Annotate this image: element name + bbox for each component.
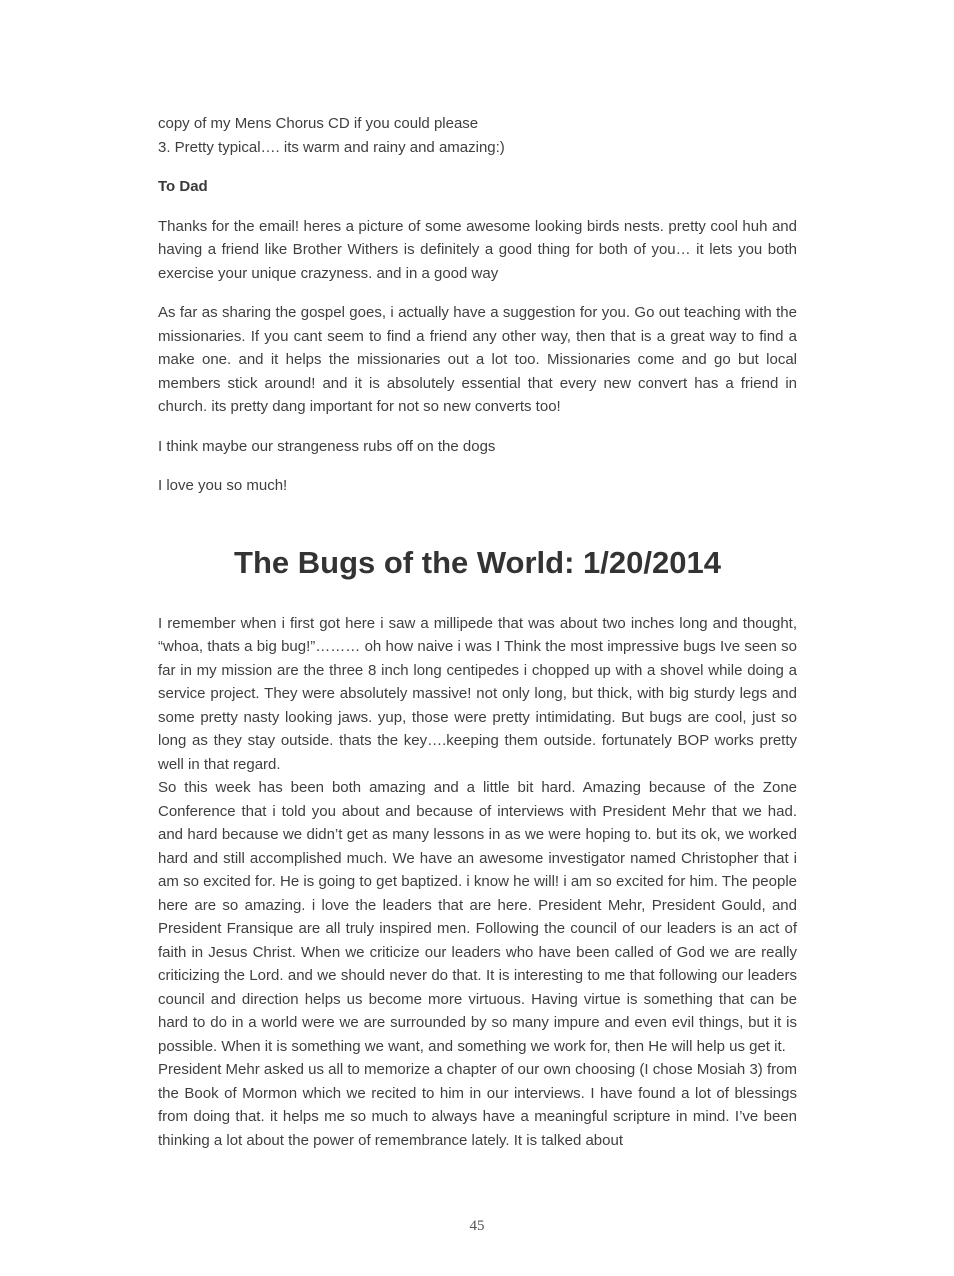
intro-line-1: copy of my Mens Chorus CD if you could please bbox=[158, 115, 479, 132]
intro-line-2: 3. Pretty typical…. its warm and rainy and amazing:) bbox=[158, 138, 505, 156]
body-paragraph: So this week has been both amazing and a little bit hard. Amazing because of the Zone Conference that i told you about and because of interviews with President Mehr that we had. and hard because we didn’t get as many lessons in as we were hoping to. but its ok, we worked hard and still accomplished much. We have an awesome investigator named Christopher that i am so excited for. He is going to get baptized. i know he will! i am so excited for him. The people here are so amazing. i love the leaders that are here. President Mehr, President Gould, and President Fransique are all truly inspired men. Following the council of our leaders is an act of faith in Jesus Christ. When we criticize our leaders who have been called of God we are really criticizing the Lord. and we should never do that. It is interesting to me that following our leaders council and direction helps us become more virtuous. Having virtue is something that can be hard to do in a world were we are surrounded by so many impure and even evil things, but it is possible. When it is something we want, and something we work for, then He will help us get it. bbox=[158, 779, 797, 1055]
section-title: The Bugs of the World: 1/20/2014 bbox=[234, 544, 721, 580]
page-number: 45 bbox=[469, 1218, 485, 1234]
body-paragraph: I remember when i first got here i saw a millipede that was about two inches long and thought, “whoa, thats a big bug!”……… oh how naive i was I Think the most impressive bugs Ive seen so far in my mission are the three 8 inch long centipedes i chopped up with a shovel while doing a service project. They were absolutely massive! not only long, but thick, with big sturdy legs and some pretty nasty looking jaws. yup, those were pretty intimidating. But bugs are cool, just so long as they stay outside. thats the key….keeping them outside. fortunately BOP works pretty well in that regard. bbox=[158, 614, 797, 773]
letter-paragraph: As far as sharing the gospel goes, i actually have a suggestion for you. Go out teaching with the missionaries. If you cant seem to find a friend any other way, then that is a great way to find a make one. and it helps the missionaries out a lot too. Missionaries come and go but local members stick around! and it is absolutely essential that every new convert has a friend in church. its pretty dang important for not so new converts too! bbox=[158, 304, 797, 415]
letter-paragraph: I think maybe our strangeness rubs off on the dogs bbox=[158, 437, 496, 455]
letter-paragraph: Thanks for the email! heres a picture of some awesome looking birds nests. pretty cool huh and having a friend like Brother Withers is definitely a good thing for both of you… it lets you both exercise your unique crazyness. and in a good way bbox=[158, 217, 797, 282]
letter-heading: To Dad bbox=[158, 178, 208, 195]
letter-paragraph: I love you so much! bbox=[158, 477, 288, 494]
page-content bbox=[158, 112, 797, 1152]
body-paragraph: President Mehr asked us all to memorize a chapter of our own choosing (I chose Mosiah 3) from the Book of Mormon which we recited to him in our interviews. I have found a lot of blessings from doing that. it helps me so much to always have a meaningful scripture in mind. I’ve been thinking a lot about the power of remembrance lately. It is talked about bbox=[158, 1061, 797, 1149]
